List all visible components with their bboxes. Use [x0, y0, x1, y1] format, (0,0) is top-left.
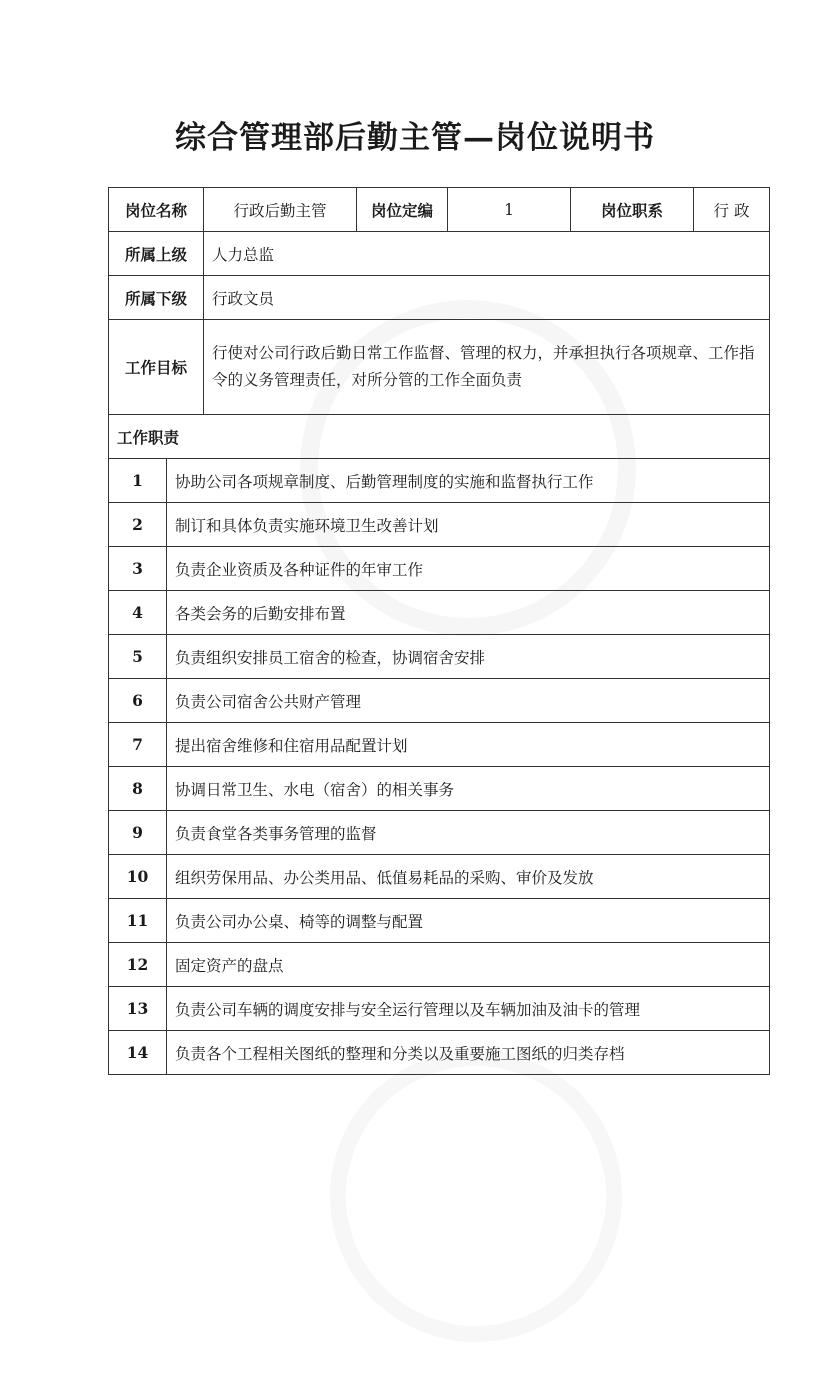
position-name-label: 岗位名称: [109, 188, 204, 232]
duty-number: 3: [109, 547, 167, 591]
duty-text: 提出宿舍维修和住宿用品配置计划: [167, 723, 770, 767]
table-row: [109, 232, 770, 276]
duty-text: 各类会务的后勤安排布置: [167, 591, 770, 635]
duty-row: [109, 459, 770, 503]
goal-label: 工作目标: [109, 320, 204, 415]
superior-value: 人力总监: [204, 232, 770, 276]
job-description-table: [108, 187, 770, 1075]
superior-label: 所属上级: [109, 232, 204, 276]
table-row: [109, 415, 770, 459]
duty-text: 负责公司宿舍公共财产管理: [167, 679, 770, 723]
duty-row: [109, 899, 770, 943]
duty-number: 11: [109, 899, 167, 943]
page-title: 综合管理部后勤主管—岗位说明书: [175, 120, 655, 156]
duty-text: 负责各个工程相关图纸的整理和分类以及重要施工图纸的归类存档: [167, 1031, 770, 1075]
position-name-value: 行政后勤主管: [204, 188, 357, 232]
duty-row: [109, 811, 770, 855]
duty-row: [109, 547, 770, 591]
headcount-label: 岗位定编: [357, 188, 448, 232]
duty-number: 4: [109, 591, 167, 635]
duty-row: [109, 679, 770, 723]
duty-text: 固定资产的盘点: [167, 943, 770, 987]
table-row: [109, 188, 770, 232]
duty-number: 1: [109, 459, 167, 503]
duty-number: 9: [109, 811, 167, 855]
duty-number: 2: [109, 503, 167, 547]
duty-row: [109, 987, 770, 1031]
duty-number: 10: [109, 855, 167, 899]
job-family-value: 行 政: [694, 188, 770, 232]
duty-number: 12: [109, 943, 167, 987]
subordinate-value: 行政文员: [204, 276, 770, 320]
job-family-label: 岗位职系: [571, 188, 694, 232]
subordinate-label: 所属下级: [109, 276, 204, 320]
duty-text: 协调日常卫生、水电（宿舍）的相关事务: [167, 767, 770, 811]
duty-row: [109, 723, 770, 767]
duty-number: 14: [109, 1031, 167, 1075]
table-row: [109, 276, 770, 320]
duty-text: 负责组织安排员工宿舍的检查，协调宿舍安排: [167, 635, 770, 679]
duty-text: 负责公司车辆的调度安排与安全运行管理以及车辆加油及油卡的管理: [167, 987, 770, 1031]
headcount-value: 1: [448, 188, 571, 232]
duty-row: [109, 591, 770, 635]
duties-header: 工作职责: [109, 415, 770, 459]
duty-number: 6: [109, 679, 167, 723]
duty-row: [109, 1031, 770, 1075]
goal-value: 行使对公司行政后勤日常工作监督、管理的权力，并承担执行各项规章、工作指令的义务管理责任，对所分管的工作全面负责: [204, 320, 770, 415]
duty-number: 7: [109, 723, 167, 767]
duty-text: 制订和具体负责实施环境卫生改善计划: [167, 503, 770, 547]
duty-row: [109, 855, 770, 899]
duty-text: 负责食堂各类事务管理的监督: [167, 811, 770, 855]
duty-row: [109, 635, 770, 679]
duty-text: 组织劳保用品、办公类用品、低值易耗品的采购、审价及发放: [167, 855, 770, 899]
duty-text: 协助公司各项规章制度、后勤管理制度的实施和监督执行工作: [167, 459, 770, 503]
duty-text: 负责公司办公桌、椅等的调整与配置: [167, 899, 770, 943]
duty-number: 5: [109, 635, 167, 679]
duty-row: [109, 767, 770, 811]
table-row: [109, 320, 770, 415]
duty-list: [109, 459, 770, 1075]
duty-number: 13: [109, 987, 167, 1031]
duty-row: [109, 943, 770, 987]
duty-number: 8: [109, 767, 167, 811]
duty-text: 负责企业资质及各种证件的年审工作: [167, 547, 770, 591]
duty-row: [109, 503, 770, 547]
